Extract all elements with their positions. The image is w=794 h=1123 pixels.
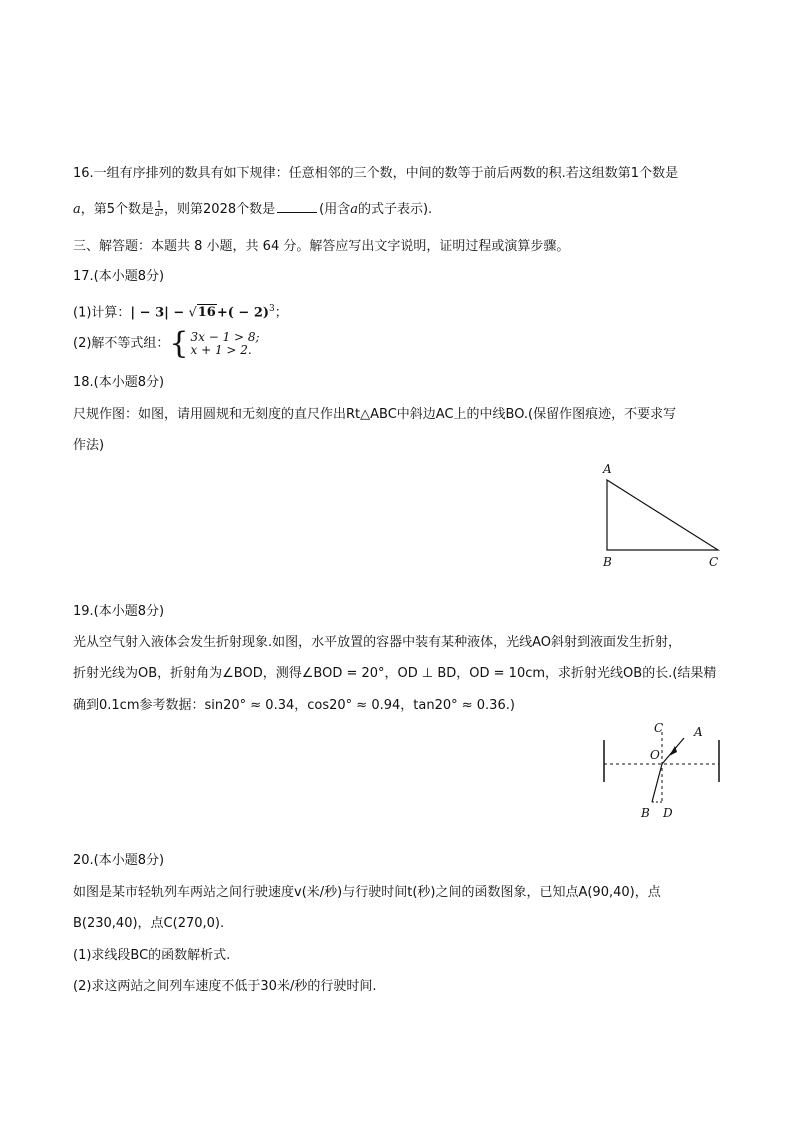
q19-line2: 折射光线为OB，折射角为∠BOD，测得∠BOD = 20°，OD ⊥ BD，OD = 10cm，求折射光线OB的长.(结果精 — [73, 666, 717, 681]
refraction-figure — [596, 718, 730, 826]
q16-text-b: ，第5个数是 — [80, 202, 155, 217]
fraction-denominator: a² — [155, 209, 164, 218]
system-line-2: x + 1 > 2. — [190, 343, 252, 357]
q16-line2 — [73, 200, 432, 219]
var-a: a — [350, 202, 358, 217]
fraction-numerator: 1 — [156, 200, 162, 209]
radicand: 16 — [197, 305, 216, 321]
q17-part1-label: (1)计算： — [73, 305, 131, 321]
q16-text-c: ，则第2028个数是 — [164, 202, 276, 217]
q20-line2: B(230,40)，点C(270,0). — [73, 916, 225, 931]
q17-expr-a: | − 3| − — [130, 305, 185, 321]
q17-part1 — [73, 300, 288, 322]
label-b: B — [641, 806, 650, 820]
label-b: B — [603, 555, 612, 569]
q20-line1: 如图是某市轻轨列车两站之间行驶速度v(米/秒)与行驶时间t(秒)之间的函数图象，已知点A(90,40)，点 — [73, 885, 661, 900]
q17-header: 17.(本小题8分) — [73, 269, 165, 284]
q17-part2 — [73, 326, 260, 361]
brace-icon: { — [169, 326, 189, 361]
label-a: A — [603, 462, 612, 476]
var-a: a — [73, 202, 81, 217]
q18-line2: 作法) — [73, 438, 105, 453]
q17-part1-end: ； — [274, 305, 288, 321]
label-c: C — [654, 721, 664, 735]
q20-part1: (1)求线段BC的函数解析式. — [73, 948, 231, 963]
q19-line1: 光从空气射入液体会发生折射现象.如图，水平放置的容器中装有某种液体，光线AO斜射到液面发生折射， — [73, 635, 682, 650]
q19-line3: 确到0.1cm参考数据：sin20° ≈ 0.34，cos20° ≈ 0.94，tan20° ≈ 0.36.) — [73, 698, 515, 713]
triangle-figure — [590, 458, 730, 573]
q16-text-d: (用含 — [319, 202, 351, 217]
label-d: D — [663, 806, 673, 820]
system-lines — [191, 331, 260, 357]
q16-text-f: 的式子表示). — [357, 202, 433, 217]
triangle-abc — [607, 480, 718, 550]
answer-blank[interactable] — [277, 200, 317, 213]
q19-header: 19.(本小题8分) — [73, 604, 165, 619]
refracted-ray-ob — [652, 764, 662, 802]
q18-line1: 尺规作图：如图，请用圆规和无刻度的直尺作出Rt△ABC中斜边AC上的中线BO.(保留作图痕迹，不要求写 — [73, 407, 677, 422]
q16-line1: 16.一组有序排列的数具有如下规律：任意相邻的三个数，中间的数等于前后两数的积.若这组数第1个数是 — [73, 166, 679, 181]
fraction-1-over-a2 — [155, 201, 163, 218]
exponent: 3 — [269, 304, 275, 314]
sqrt-icon: √ — [188, 305, 197, 321]
system-line-1: 3x − 1 > 8; — [190, 330, 260, 344]
q20-part2: (2)求这两站之间列车速度不低于30米/秒的行驶时间. — [73, 979, 377, 994]
section-heading: 三、解答题：本题共 8 小题，共 64 分。解答应写出文字说明，证明过程或演算步骤。 — [73, 239, 570, 254]
q20-header: 20.(本小题8分) — [73, 853, 165, 868]
q17-part2-label: (2)解不等式组： — [73, 336, 170, 351]
label-a: A — [694, 725, 703, 739]
q17-expr-b: +( − 2) — [216, 305, 270, 321]
q18-header: 18.(本小题8分) — [73, 375, 165, 390]
label-o: O — [650, 748, 660, 762]
inequality-system — [169, 326, 260, 361]
label-c: C — [709, 555, 719, 569]
